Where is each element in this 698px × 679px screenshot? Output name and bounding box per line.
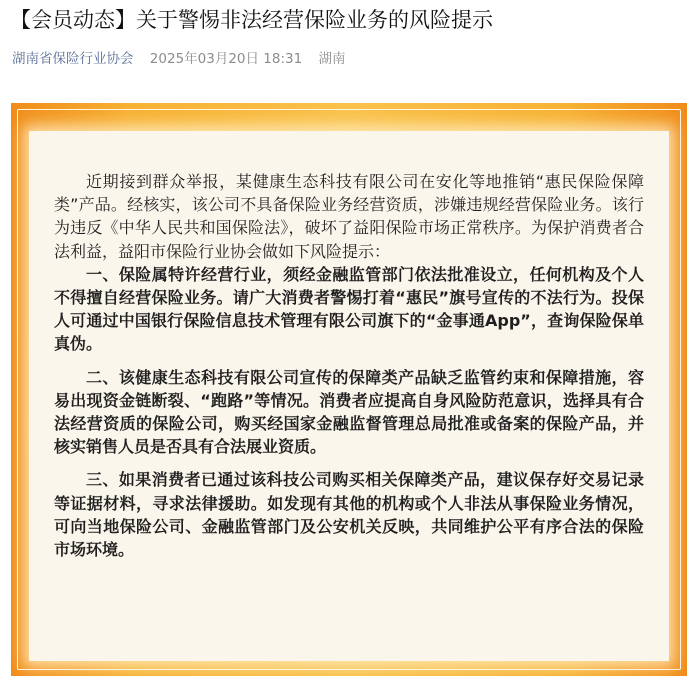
notice-intro-paragraph: 近期接到群众举报，某健康生态科技有限公司在安化等地推销“惠民保险保障类”产品。经核实，该公司不具备保险业务经营资质，涉嫌违规经营保险业务。该行为违反《中华人民共和国保险法》，破坏了益阳保险市场正常秩序。为保护消费者合法利益，益阳市保险行业协会做如下风险提示： [54, 172, 644, 261]
notice-point-3: 三、如果消费者已通过该科技公司购买相关保障类产品，建议保存好交易记录等证据材料，寻求法律援助。如发现有其他的机构或个人非法从事保险业务情况，可向当地保险公司、金融监管部门及公安机关反映，共同维护公平有序合法的保险市场环境。 [54, 470, 644, 560]
source-account-link[interactable]: 湖南省保险行业协会 [12, 51, 134, 67]
article-meta [12, 49, 346, 69]
publish-region: 湖南 [318, 51, 346, 67]
notice-point-1: 一、保险属特许经营行业，须经金融监管部门依法批准设立，任何机构及个人不得擅自经营保险业务。请广大消费者警惕打着“惠民”旗号宣传的不法行为。投保人可通过中国银行保险信息技术管理有限公司旗下的“金事通App”，查询保险保单真伪。 [54, 264, 644, 354]
publish-time: 2025年03月20日 18:31 [149, 51, 303, 67]
article-title: 【会员动态】关于警惕非法经营保险业务的风险提示 [10, 8, 493, 32]
notice-body [54, 170, 644, 561]
notice-point-2: 二、该健康生态科技有限公司宣传的保障类产品缺乏监管约束和保障措施，容易出现资金链断裂、“跑路”等情况。消费者应提高自身风险防范意识，选择具有合法经营资质的保险公司，购买经国家金融监督管理总局批准或备案的保险产品，并核实销售人员是否具有合法展业资质。 [54, 367, 644, 457]
